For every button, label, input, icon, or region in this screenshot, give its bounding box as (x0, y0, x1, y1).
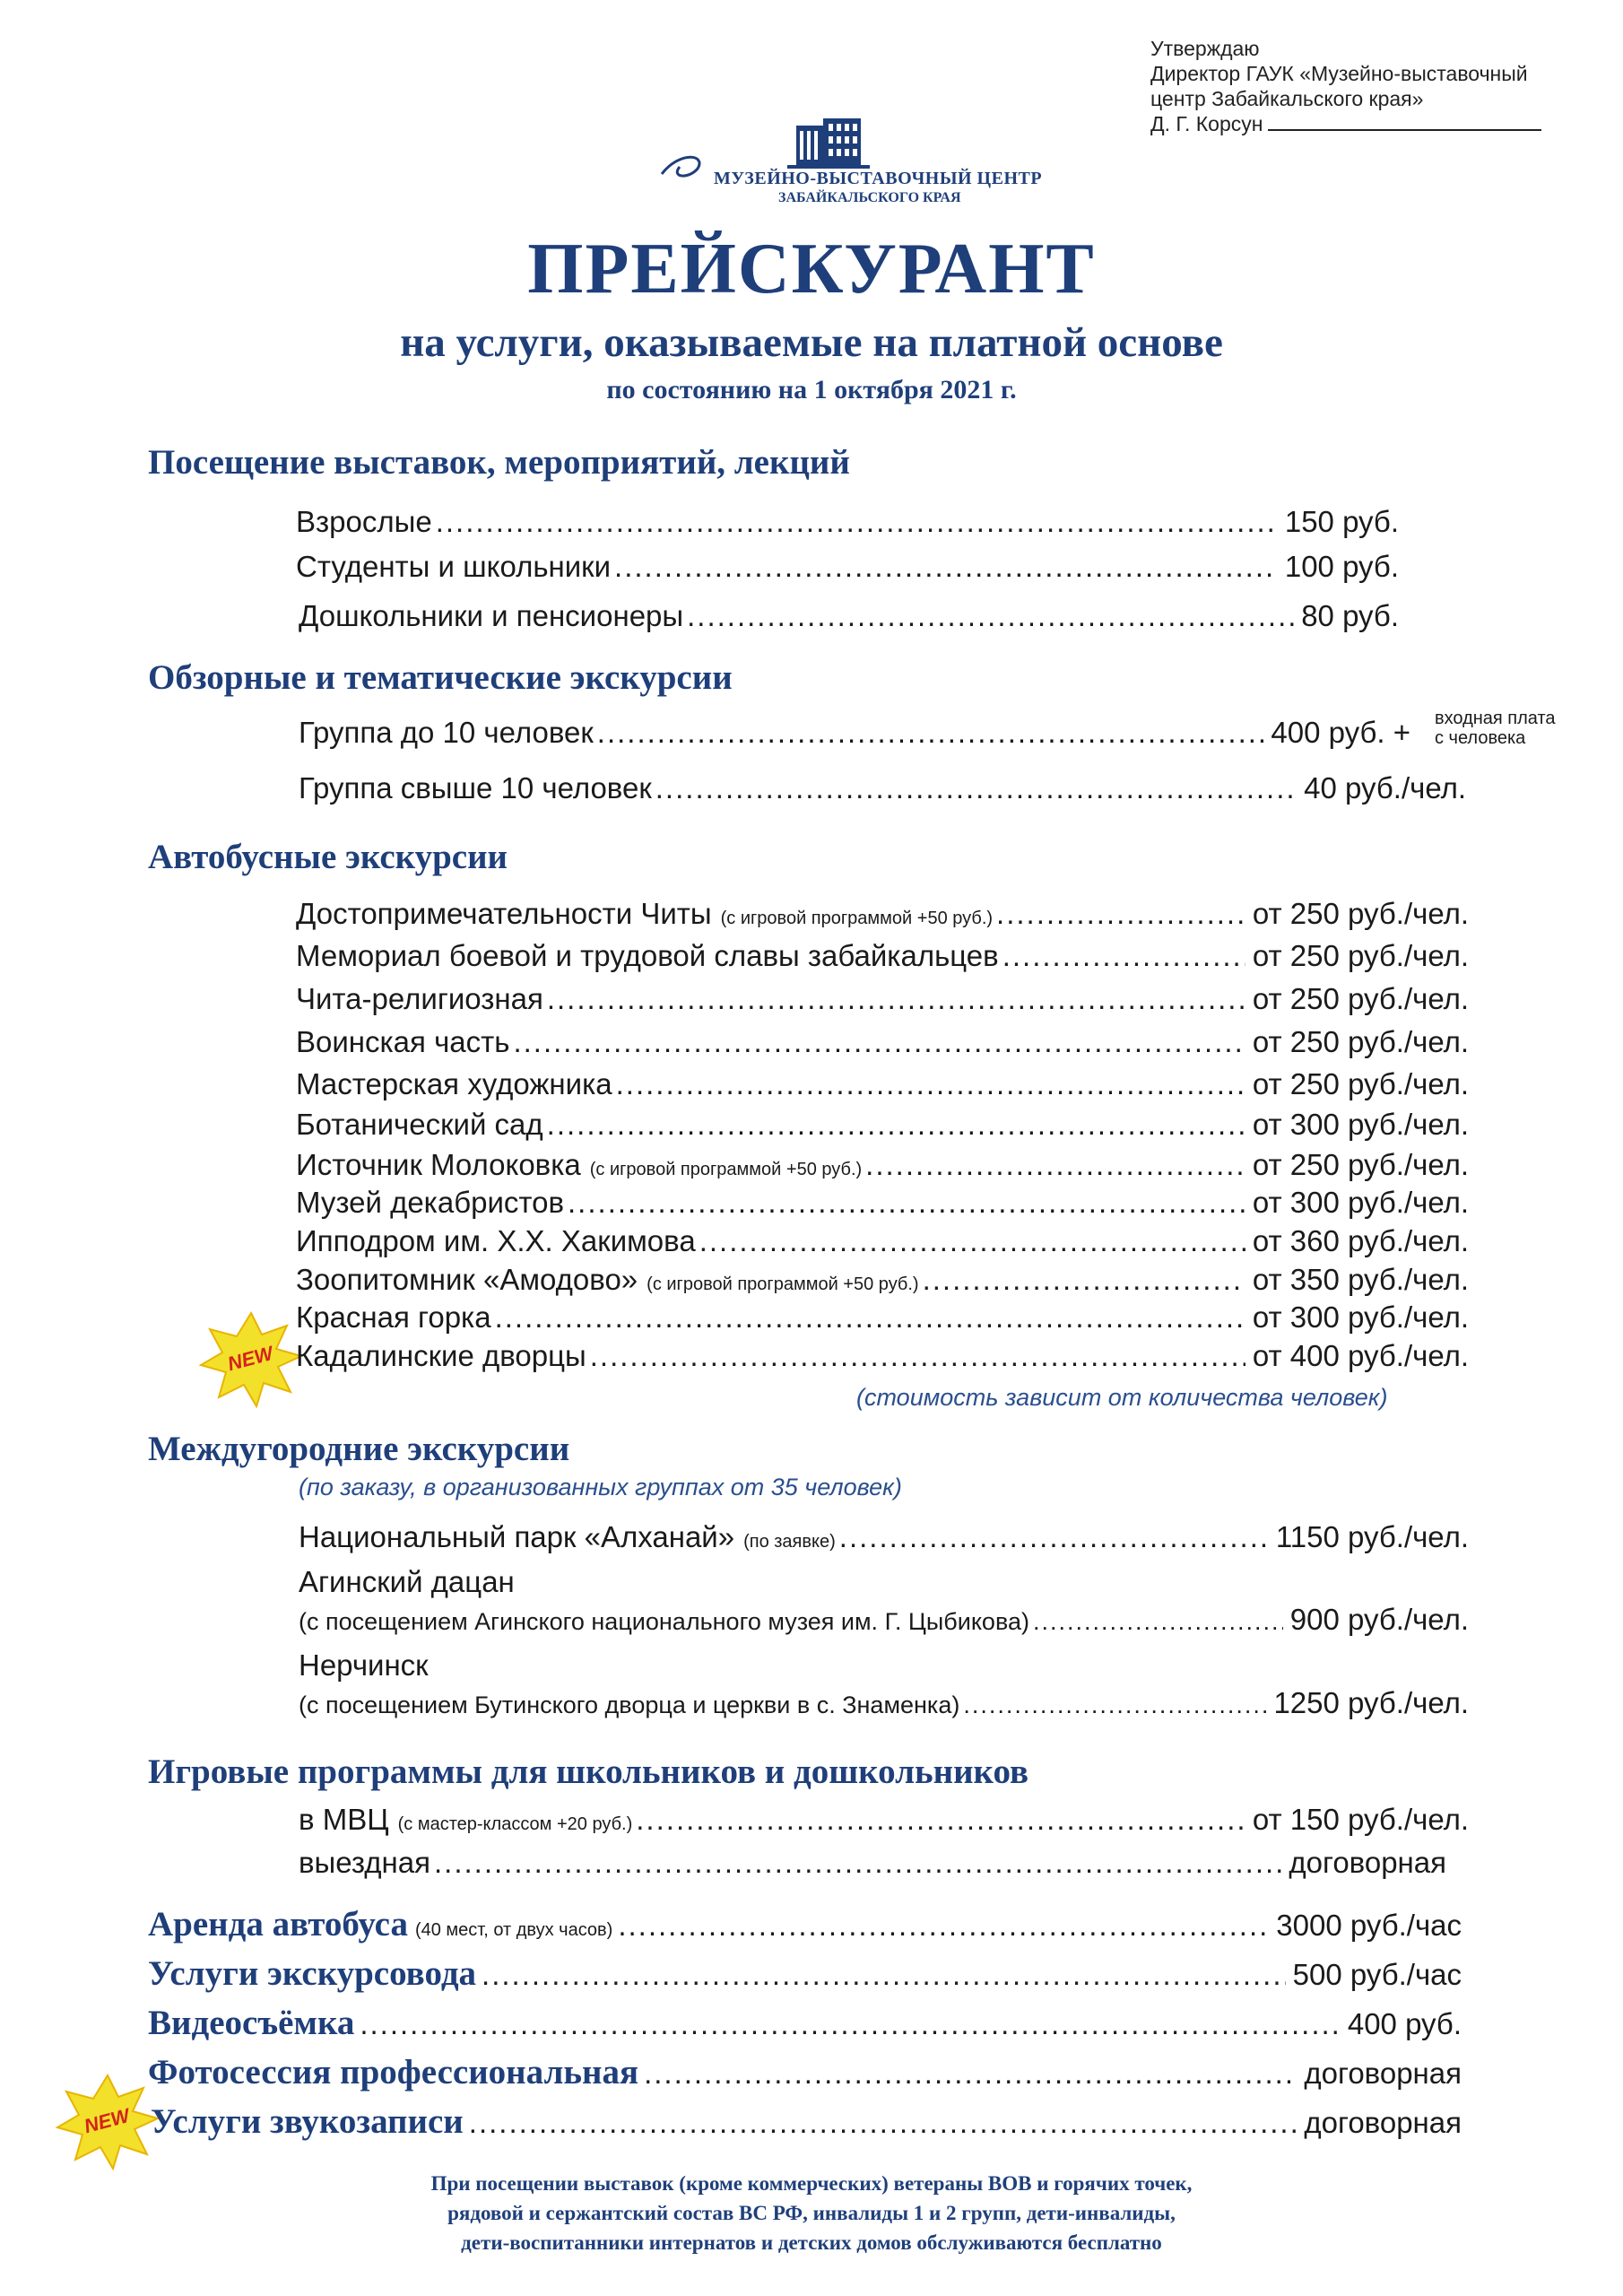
signer-name: Д. Г. Корсун (1150, 112, 1263, 135)
dot-leader (655, 771, 1297, 805)
price-value: 900 руб./чел. (1289, 1603, 1469, 1636)
page-title: ПРЕЙСКУРАНТ (527, 230, 1096, 309)
price-value: от 250 руб./чел. (1252, 1067, 1469, 1100)
price-label: Кадалинские дворцы (296, 1339, 586, 1372)
price-row (296, 1025, 1469, 1059)
footer-line: дети-воспитанники интернатов и детских домов обслуживаются бесплатно (461, 2231, 1162, 2254)
price-value: от 250 руб./чел. (1252, 939, 1469, 972)
dot-leader (636, 1803, 1245, 1837)
price-row (296, 1108, 1469, 1142)
price-label: в МВЦ (299, 1803, 389, 1836)
service-label: Услуги звукозаписи (151, 2102, 464, 2141)
price-value: 80 руб. (1301, 599, 1399, 632)
price-row (299, 1603, 1469, 1637)
dot-leader (839, 1520, 1269, 1554)
price-addon (1435, 709, 1556, 748)
price-label: Достопримечательности Читы (296, 897, 712, 930)
service-row (148, 1904, 1462, 1944)
addon-line: с человека (1435, 728, 1526, 748)
service-label: Услуги экскурсовода (148, 1954, 477, 1993)
service-note: (40 мест, от двух часов) (414, 1920, 613, 1940)
approval-block (1150, 36, 1541, 136)
dot-leader (699, 1224, 1245, 1258)
approval-signature-line (1150, 111, 1541, 136)
price-row (299, 1686, 1469, 1720)
service-row (148, 2052, 1462, 2092)
dot-leader (469, 2106, 1298, 2140)
price-value: от 250 руб./чел. (1252, 897, 1469, 930)
price-value: от 400 руб./чел. (1252, 1339, 1469, 1372)
footer-line: При посещении выставок (кроме коммерческих) ветераны ВОВ и горячих точек, (430, 2172, 1193, 2195)
price-row (299, 599, 1399, 633)
footer-note (0, 2169, 1623, 2257)
dot-leader (996, 897, 1245, 931)
price-label: (с посещением Бутинского дворца и церкви в с. Знаменка) (299, 1692, 960, 1718)
price-label: Группа до 10 человек (299, 716, 594, 749)
dot-leader (923, 1263, 1245, 1297)
logo-text: МУЗЕЙНО-ВЫСТАВОЧНЫЙ ЦЕНТР (714, 169, 1043, 188)
price-note: (с игровой программой +50 руб.) (647, 1274, 919, 1294)
price-label: Ботанический сад (296, 1108, 543, 1141)
price-value: от 300 руб./чел. (1252, 1186, 1469, 1219)
price-value: 400 руб. + (1271, 716, 1410, 749)
price-row (296, 939, 1469, 973)
price-row (296, 505, 1399, 539)
price-label: Взрослые (296, 505, 432, 538)
service-row (148, 1953, 1462, 1994)
intercity-title: Агинский дацан (299, 1565, 515, 1598)
dot-leader (687, 599, 1294, 633)
price-row (299, 771, 1466, 805)
price-row (296, 1067, 1469, 1101)
section-heading-intercity: Междугородние экскурсии (148, 1430, 570, 1468)
price-value: от 300 руб./чел. (1252, 1300, 1469, 1334)
price-row (296, 1224, 1469, 1258)
price-row (299, 1803, 1469, 1837)
price-value: от 350 руб./чел. (1252, 1263, 1469, 1296)
price-value: от 250 руб./чел. (1252, 1025, 1469, 1058)
dot-leader (434, 1846, 1281, 1880)
price-row (296, 1300, 1469, 1335)
intercity-subnote: (по заказу, в организованных группах от 35 человек) (299, 1474, 902, 1500)
dot-leader (597, 716, 1264, 750)
section-heading-games: Игровые программы для школьников и дошкольников (148, 1752, 1029, 1791)
dot-leader (547, 1108, 1245, 1142)
price-note: (с мастер-классом +20 руб.) (397, 1814, 633, 1834)
service-price: 3000 руб./час (1276, 1909, 1462, 1942)
dot-leader (590, 1339, 1245, 1373)
service-row (148, 2003, 1462, 2043)
dot-leader (568, 1186, 1245, 1220)
new-badge-icon (197, 1309, 305, 1408)
dot-leader (614, 550, 1278, 584)
price-label: Ипподром им. Х.Х. Хакимова (296, 1224, 696, 1257)
price-value: от 150 руб./чел. (1252, 1803, 1469, 1836)
footer-line: рядовой и сержантский состав ВС РФ, инвалиды 1 и 2 групп, дети-инвалиды, (447, 2202, 1176, 2224)
badge-text: NEW (225, 1341, 276, 1376)
price-value: от 250 руб./чел. (1252, 982, 1469, 1015)
approval-line: Директор ГАУК «Музейно-выставочный (1150, 62, 1528, 85)
date-line: по состоянию на 1 октября 2021 г. (606, 375, 1017, 404)
price-value: 100 руб. (1284, 550, 1399, 583)
price-row (296, 897, 1469, 931)
dot-leader (1033, 1608, 1283, 1636)
service-price: 400 руб. (1347, 2007, 1462, 2040)
section-heading-visits: Посещение выставок, мероприятий, лекций (148, 443, 850, 482)
approval-line: Утверждаю (1150, 37, 1260, 60)
price-value: 40 руб./чел. (1304, 771, 1466, 804)
price-label: Дошкольники и пенсионеры (299, 599, 684, 632)
price-value: 1150 руб./чел. (1275, 1520, 1469, 1553)
price-note: (с игровой программой +50 руб.) (720, 909, 994, 928)
signature-field (1268, 113, 1541, 131)
price-value: 1250 руб./чел. (1273, 1686, 1469, 1719)
dot-leader (618, 1909, 1269, 1943)
intercity-title: Нерчинск (299, 1648, 429, 1682)
price-row (296, 1339, 1469, 1373)
price-value: 150 руб. (1284, 505, 1399, 538)
price-label: Красная горка (296, 1300, 491, 1334)
price-value: договорная (1289, 1846, 1446, 1879)
service-label: Аренда автобуса (148, 1905, 408, 1944)
price-note: (по заявке) (743, 1532, 836, 1552)
price-row (299, 716, 1410, 750)
price-label: Музей декабристов (296, 1186, 565, 1219)
price-label: Чита-религиозная (296, 982, 543, 1015)
dot-leader (547, 982, 1245, 1016)
price-note: (с игровой программой +50 руб.) (589, 1160, 863, 1179)
price-row (296, 550, 1399, 584)
service-label: Видеосъёмка (148, 2004, 355, 2042)
price-value: от 300 руб./чел. (1252, 1108, 1469, 1141)
price-label: выездная (299, 1846, 430, 1879)
addon-line: входная плата (1435, 709, 1556, 728)
price-row (296, 982, 1469, 1016)
dot-leader (513, 1025, 1245, 1059)
new-badge-icon (54, 2072, 161, 2170)
price-value: от 250 руб./чел. (1252, 1148, 1469, 1181)
page-subtitle: на услуги, оказываемые на платной основе (400, 319, 1223, 366)
section-heading-bus: Автобусные экскурсии (148, 838, 508, 876)
dot-leader (616, 1067, 1245, 1101)
price-label: Воинская часть (296, 1025, 510, 1058)
dot-leader (360, 2007, 1341, 2041)
price-row (296, 1186, 1469, 1220)
dot-leader (865, 1148, 1245, 1182)
bus-footnote: (стоимость зависит от количества человек) (856, 1384, 1388, 1411)
dot-leader (495, 1300, 1245, 1335)
price-row (296, 1148, 1469, 1182)
price-value: от 360 руб./чел. (1252, 1224, 1469, 1257)
dot-leader (482, 1958, 1286, 1992)
price-label: Источник Молоковка (296, 1148, 581, 1181)
approval-line: центр Забайкальского края» (1150, 87, 1424, 110)
price-label: Мемориал боевой и трудовой славы забайкальцев (296, 939, 999, 972)
museum-logo (644, 115, 1043, 213)
price-label: Мастерская художника (296, 1067, 612, 1100)
badge-text: NEW (82, 2103, 133, 2138)
price-row (299, 1846, 1446, 1880)
price-label: Зоопитомник «Амодово» (296, 1263, 638, 1296)
price-label: Национальный парк «Алханай» (299, 1520, 735, 1553)
price-row (296, 1263, 1469, 1297)
dot-leader (963, 1692, 1266, 1719)
logo-text: ЗАБАЙКАЛЬСКОГО КРАЯ (778, 190, 961, 205)
service-price: 500 руб./час (1292, 1958, 1462, 1991)
section-heading-tours: Обзорные и тематические экскурсии (148, 658, 733, 697)
dot-leader (1002, 939, 1245, 973)
service-price: договорная (1304, 2057, 1462, 2090)
service-price: договорная (1304, 2106, 1462, 2139)
price-label: Студенты и школьники (296, 550, 612, 583)
service-label: Фотосессия профессиональная (148, 2053, 639, 2092)
price-row (299, 1520, 1469, 1554)
dot-leader (436, 505, 1278, 539)
price-label: (с посещением Агинского национального музея им. Г. Цыбикова) (299, 1608, 1029, 1635)
dot-leader (644, 2057, 1297, 2091)
price-label: Группа свыше 10 человек (299, 771, 652, 804)
service-row (151, 2101, 1462, 2142)
